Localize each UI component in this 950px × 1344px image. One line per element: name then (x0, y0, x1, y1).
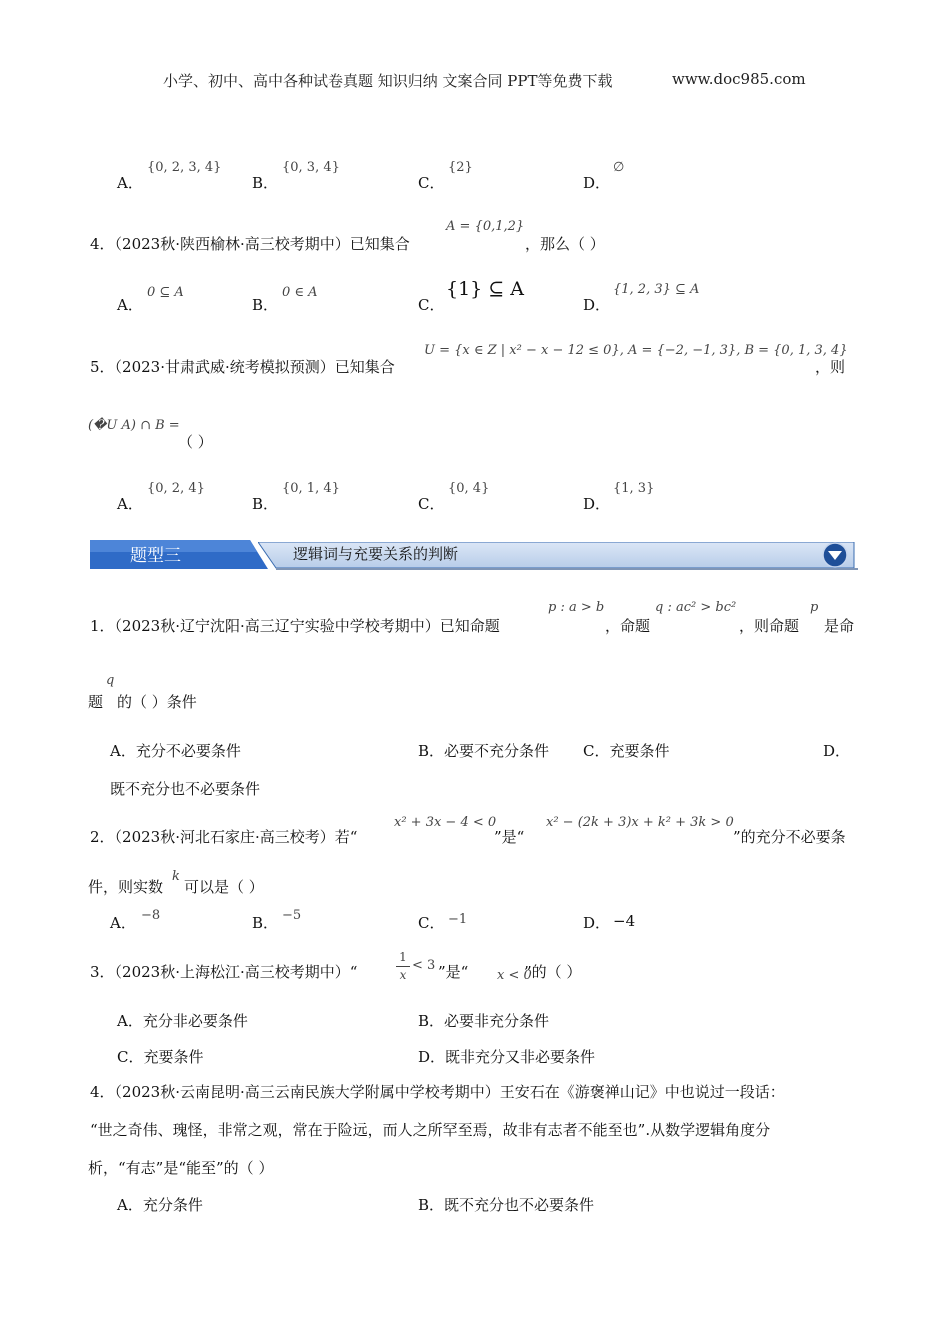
s4-option-a: A．充分条件 (117, 1196, 203, 1214)
q5-option-d-label: D． (583, 495, 611, 513)
s3-option-a: A．充分非必要条件 (117, 1012, 248, 1030)
q4-option-d-label: D． (583, 296, 611, 314)
s2-math-1: x² + 3x − 4 < 0 (394, 815, 497, 830)
s1-math-q: q : ac² > bc² (655, 600, 737, 615)
q5-option-c-label: C． (418, 495, 445, 513)
s2-line2-b: 可以是（ ） (184, 878, 264, 896)
q5-option-c-math: {0, 4} (448, 481, 490, 496)
s1-tail: 是命 (824, 617, 855, 635)
s3-frac-num: 1 (399, 950, 407, 964)
s2-line2-a: 件，则实数 (88, 878, 164, 896)
s4-option-b: B．既不充分也不必要条件 (418, 1196, 595, 1214)
s1-line2-a: 题 (88, 693, 104, 711)
prev-option-a-math: {0, 2, 3, 4} (147, 160, 222, 175)
s2-option-a-label: A． (110, 914, 136, 932)
s2-mid: ”是“ (494, 828, 525, 846)
prev-option-d-math: ∅ (613, 160, 625, 175)
s2-tail: ”的充分不必要条 (733, 828, 846, 846)
s3-frac-rest: < 3 (412, 958, 436, 973)
q5-math: U = {x ∈ Z | x² − x − 12 ≤ 0}, A = {−2, −1, 3}, B = {0, 1, 3, 4} (424, 343, 848, 358)
s3-mid: ”是“ (438, 963, 469, 981)
s3-frac-den: x (399, 968, 407, 982)
s3-math-2: x < 0 (497, 968, 532, 983)
q5-stem: 5．（2023·甘肃武威·统考模拟预测）已知集合 (90, 358, 395, 376)
prev-option-d-label: D． (583, 174, 611, 192)
q4-option-c-math: {1} ⊆ A (446, 278, 524, 300)
q5-option-b-math: {0, 1, 4} (282, 481, 340, 496)
chevron-down-icon[interactable] (822, 542, 848, 568)
q5-option-b-label: B． (252, 495, 279, 513)
section-tag: 题型三 (130, 546, 181, 566)
s2-math-2: x² − (2k + 3)x + k² + 3k > 0 (546, 815, 734, 830)
q4-option-b-math: 0 ∈ A (282, 285, 318, 300)
s2-option-b-math: −5 (282, 908, 302, 923)
s3-stem: 3．（2023秋·上海松江·高三校考期中）“ (90, 963, 358, 981)
q4-option-b-label: B． (252, 296, 279, 314)
s1-mid2: ，则命题 (739, 617, 800, 635)
q5-line2-tail: （ ） (178, 433, 213, 451)
s1-line2-b: 的（ ）条件 (117, 693, 197, 711)
s2-option-d-label: D． (583, 914, 611, 932)
prev-option-c-label: C． (418, 174, 445, 192)
s1-option-d-text: 既不充分也不必要条件 (110, 780, 261, 798)
header-site-link[interactable]: www.doc985.com (672, 70, 806, 88)
prev-option-b-label: B． (252, 174, 279, 192)
q4-option-d-math: {1, 2, 3} ⊆ A (613, 282, 700, 297)
s1-option-a: A．充分不必要条件 (110, 742, 241, 760)
s1-math-p2: p (810, 600, 819, 615)
q4-option-a-math: 0 ⊆ A (147, 285, 184, 300)
q4-option-c-label: C． (418, 296, 445, 314)
s3-option-d: D．既非充分又非必要条件 (418, 1048, 596, 1066)
s3-option-c: C．充要条件 (117, 1048, 204, 1066)
q5-tail: ，则 (815, 358, 846, 376)
s2-option-a-math: −8 (141, 908, 161, 923)
s1-mid: ，命题 (605, 617, 651, 635)
s1-option-d-label: D． (823, 742, 851, 760)
q5-line2-math: (�U A) ∩ B = (88, 418, 180, 433)
q4-tail: ，那么（ ） (525, 235, 605, 253)
header-text: 小学、初中、高中各种试卷真题 知识归纳 文案合同 PPT等免费下载 (163, 72, 613, 90)
s3-tail: ”的（ ） (524, 963, 582, 981)
prev-option-c-math: {2} (448, 160, 473, 175)
s2-line2-math: k (172, 869, 180, 884)
prev-option-a-label: A． (117, 174, 143, 192)
q5-option-d-math: {1, 3} (613, 481, 655, 496)
q5-option-a-math: {0, 2, 4} (147, 481, 205, 496)
q4-stem: 4．（2023秋·陕西榆林·高三校考期中）已知集合 (90, 235, 410, 253)
s3-option-b: B．必要非充分条件 (418, 1012, 550, 1030)
s3-frac-bar (396, 966, 410, 967)
q5-option-a-label: A． (117, 495, 143, 513)
s2-option-c-label: C． (418, 914, 445, 932)
s4-line1: 4．（2023秋·云南昆明·高三云南民族大学附属中学校考期中）王安石在《游褒禅山记》中也说过一段话： (90, 1083, 785, 1101)
q4-option-a-label: A． (117, 296, 143, 314)
s1-math-p: p : a > b (548, 600, 605, 615)
s1-stem: 1．（2023秋·辽宁沈阳·高三辽宁实验中学校考期中）已知命题 (90, 617, 500, 635)
s1-option-c: C．充要条件 (583, 742, 670, 760)
prev-option-b-math: {0, 3, 4} (282, 160, 340, 175)
s2-option-b-label: B． (252, 914, 279, 932)
s2-stem: 2．（2023秋·河北石家庄·高三校考）若“ (90, 828, 358, 846)
s1-option-b: B．必要不充分条件 (418, 742, 550, 760)
s2-option-c-math: −1 (448, 912, 468, 927)
q4-math: A = {0,1,2} (446, 219, 525, 234)
section-title: 逻辑词与充要关系的判断 (293, 545, 459, 563)
s4-line3: 析，“有志”是“能至”的（ ） (88, 1159, 274, 1177)
s1-line2-math: q (106, 673, 115, 688)
s4-line2: “世之奇伟、瑰怪，非常之观，常在于险远，而人之所罕至焉，故非有志者不能至也”.从数学逻辑角度分 (90, 1121, 771, 1139)
s2-option-d-math: −4 (613, 912, 636, 930)
